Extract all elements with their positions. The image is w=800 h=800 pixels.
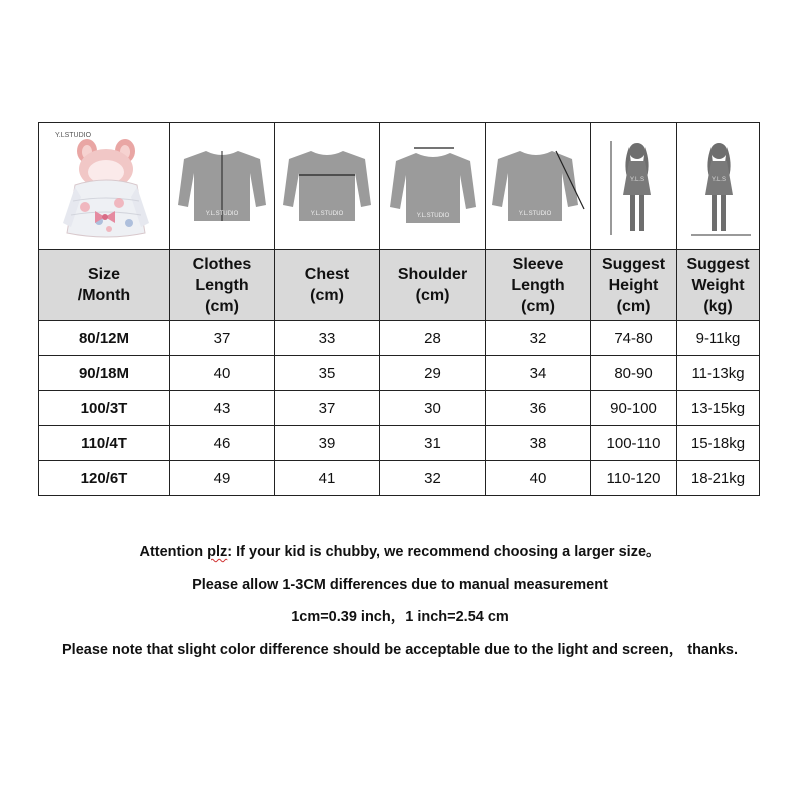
sweater-watermark: Y.L.STUDIO xyxy=(310,211,344,217)
shoulder-cell: 32 xyxy=(380,461,486,496)
sleeve-length-diagram-cell xyxy=(486,123,591,250)
illustration-row xyxy=(39,123,760,250)
header-shoulder: Shoulder (cm) xyxy=(380,250,486,321)
chest-cell: 37 xyxy=(275,391,380,426)
note-color: Please note that slight color difference should be acceptable due to the light and screen， thanks. xyxy=(62,641,738,658)
size-cell: 80/12M xyxy=(39,321,170,356)
chest-cell: 41 xyxy=(275,461,380,496)
sleeve-length-diagram xyxy=(486,123,590,249)
size-cell: 120/6T xyxy=(39,461,170,496)
figure-watermark: Y.L.S xyxy=(712,177,726,183)
suggest-weight-cell: 15-18kg xyxy=(677,426,760,461)
suggest-weight-cell: 18-21kg xyxy=(677,461,760,496)
header-suggest-weight: Suggest Weight (kg) xyxy=(677,250,760,321)
product-photo-cell xyxy=(39,123,170,250)
header-row xyxy=(39,250,760,321)
height-figure xyxy=(591,123,676,249)
note-chubby: Attention plz: If your kid is chubby, we recommend choosing a larger size。 xyxy=(139,544,661,560)
sleeve-length-cell: 38 xyxy=(486,426,591,461)
chest-diagram-cell xyxy=(275,123,380,250)
clothes-length-cell: 43 xyxy=(170,391,275,426)
figure-watermark: Y.L.S xyxy=(630,177,644,183)
sleeve-length-cell: 32 xyxy=(486,321,591,356)
shoulder-cell: 28 xyxy=(380,321,486,356)
suggest-weight-cell: 9-11kg xyxy=(677,321,760,356)
spellcheck-flagged-word: plz xyxy=(207,544,228,560)
chest-cell: 39 xyxy=(275,426,380,461)
product-photo xyxy=(39,123,169,249)
size-cell: 110/4T xyxy=(39,426,170,461)
chest-cell: 33 xyxy=(275,321,380,356)
table-row xyxy=(39,356,760,391)
clothes-length-diagram-cell xyxy=(170,123,275,250)
suggest-height-cell: 74-80 xyxy=(591,321,677,356)
chest-cell: 35 xyxy=(275,356,380,391)
table-row xyxy=(39,461,760,496)
table-row xyxy=(39,391,760,426)
clothes-length-cell: 40 xyxy=(170,356,275,391)
header-clothes-length: Clothes Length (cm) xyxy=(170,250,275,321)
sweater-watermark: Y.L.STUDIO xyxy=(518,211,552,217)
clothes-length-cell: 46 xyxy=(170,426,275,461)
shoulder-diagram-cell xyxy=(380,123,486,250)
clothes-length-cell: 49 xyxy=(170,461,275,496)
weight-figure-cell xyxy=(677,123,760,250)
suggest-height-cell: 80-90 xyxy=(591,356,677,391)
note-conversion: 1cm=0.39 inch，1 inch=2.54 cm xyxy=(291,609,509,625)
header-chest: Chest (cm) xyxy=(275,250,380,321)
chest-diagram xyxy=(275,123,379,249)
size-cell: 90/18M xyxy=(39,356,170,391)
shoulder-cell: 30 xyxy=(380,391,486,426)
brand-watermark: Y.LSTUDIO xyxy=(55,132,92,139)
clothes-length-diagram xyxy=(170,123,274,249)
sweater-watermark: Y.L.STUDIO xyxy=(205,211,239,217)
notes-block xyxy=(0,540,800,670)
note-measurement: Please allow 1-3CM differences due to manual measurement xyxy=(192,576,608,593)
height-figure-cell xyxy=(591,123,677,250)
shoulder-cell: 29 xyxy=(380,356,486,391)
table-row xyxy=(39,426,760,461)
sleeve-length-cell: 36 xyxy=(486,391,591,426)
sleeve-length-cell: 40 xyxy=(486,461,591,496)
suggest-weight-cell: 11-13kg xyxy=(677,356,760,391)
header-suggest-height: Suggest Height (cm) xyxy=(591,250,677,321)
shoulder-cell: 31 xyxy=(380,426,486,461)
header-sleeve-length: Sleeve Length (cm) xyxy=(486,250,591,321)
sleeve-length-cell: 34 xyxy=(486,356,591,391)
suggest-height-cell: 110-120 xyxy=(591,461,677,496)
weight-figure xyxy=(677,123,759,249)
shoulder-diagram xyxy=(380,123,485,249)
table-row xyxy=(39,321,760,356)
header-size: Size /Month xyxy=(39,250,170,321)
suggest-height-cell: 90-100 xyxy=(591,391,677,426)
clothes-length-cell: 37 xyxy=(170,321,275,356)
suggest-height-cell: 100-110 xyxy=(591,426,677,461)
size-cell: 100/3T xyxy=(39,391,170,426)
sweater-watermark: Y.L.STUDIO xyxy=(416,213,450,219)
suggest-weight-cell: 13-15kg xyxy=(677,391,760,426)
size-chart-table xyxy=(38,122,760,496)
